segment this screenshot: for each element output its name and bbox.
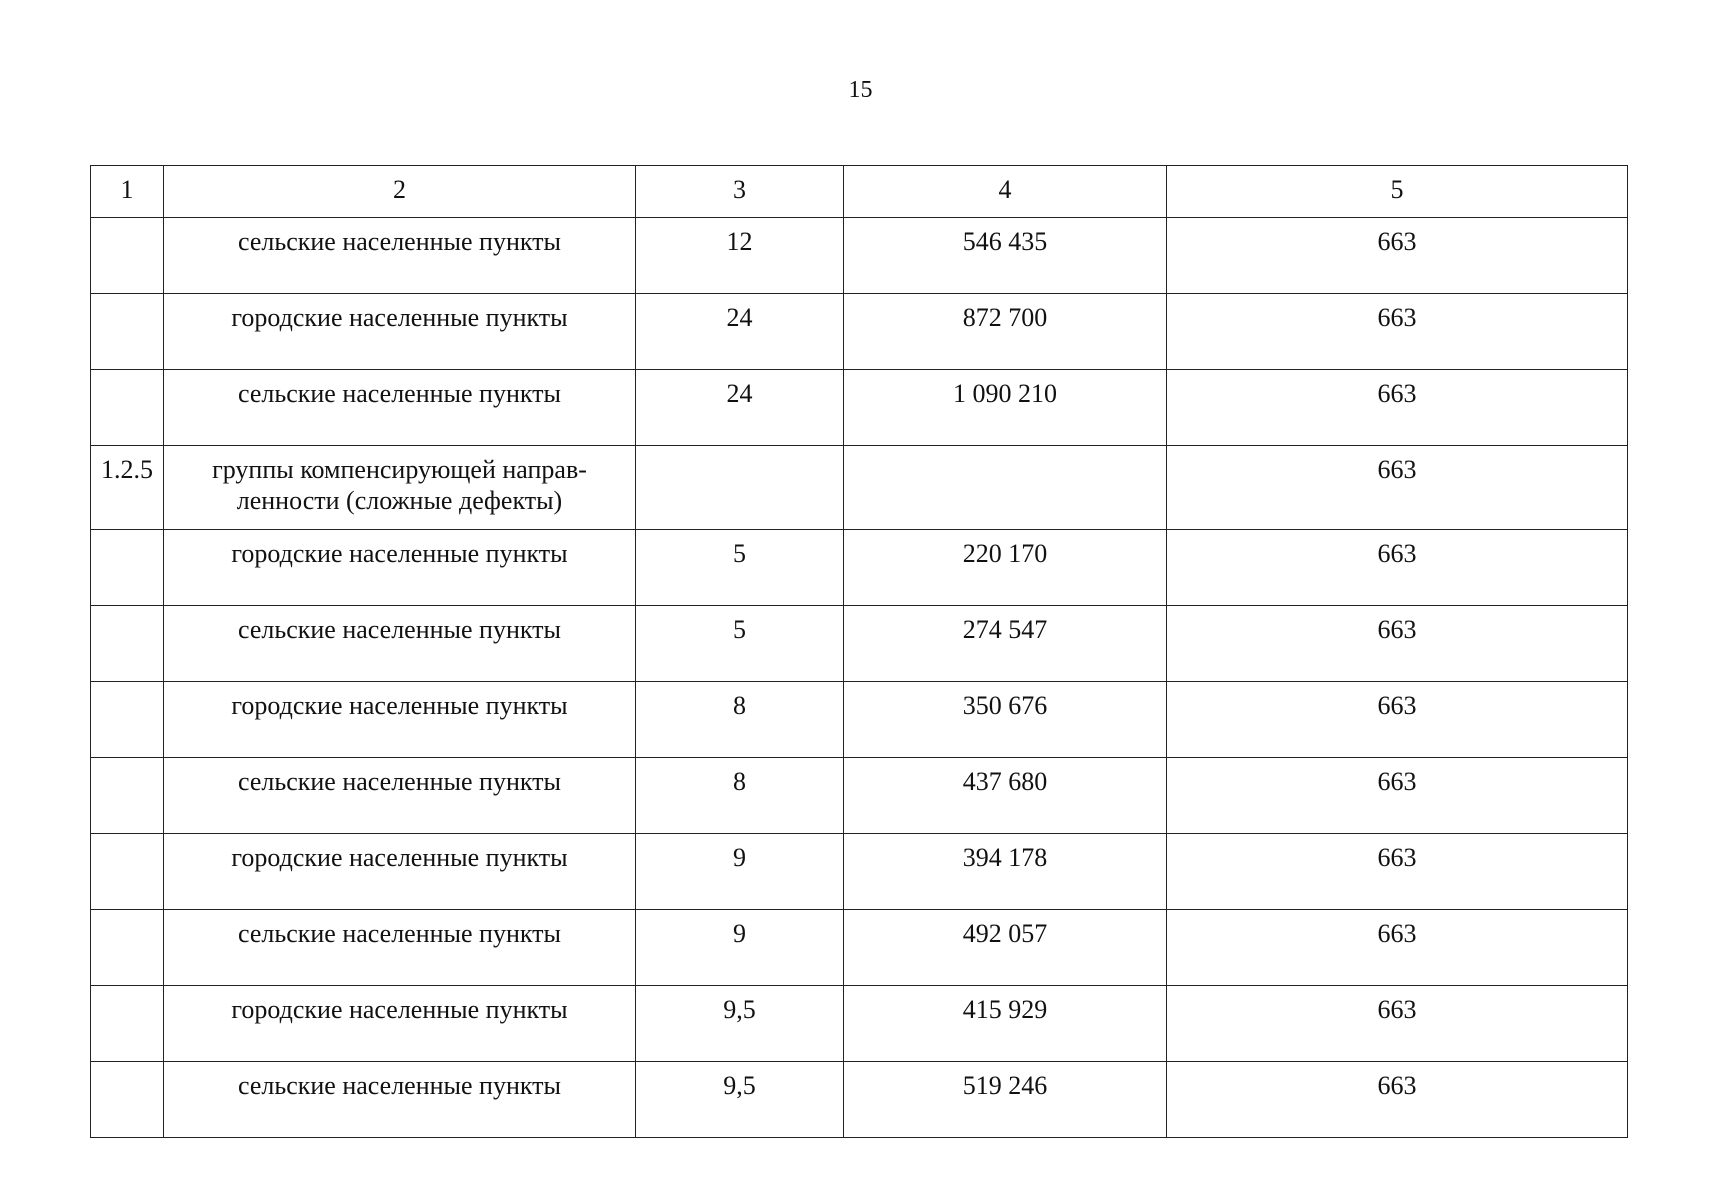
row-number-cell (91, 530, 164, 606)
row-name-cell: сельские населенные пункты (164, 910, 636, 986)
row-col3-cell: 9,5 (636, 986, 844, 1062)
row-name-cell: городские населенные пункты (164, 834, 636, 910)
table-row (91, 682, 1628, 758)
table-row (91, 910, 1628, 986)
row-col4-cell: 437 680 (844, 758, 1167, 834)
row-number-cell (91, 606, 164, 682)
row-col5-cell: 663 (1167, 446, 1628, 530)
table-row (91, 530, 1628, 606)
row-col5-cell: 663 (1167, 986, 1628, 1062)
row-col4-cell: 546 435 (844, 218, 1167, 294)
row-col3-cell (636, 446, 844, 530)
table-row (91, 294, 1628, 370)
row-col5-cell: 663 (1167, 606, 1628, 682)
row-col4-cell: 872 700 (844, 294, 1167, 370)
row-number-cell (91, 910, 164, 986)
row-col3-cell: 12 (636, 218, 844, 294)
row-col4-cell: 519 246 (844, 1062, 1167, 1138)
row-name-cell: сельские населенные пункты (164, 606, 636, 682)
table-row (91, 1062, 1628, 1138)
row-number-cell (91, 758, 164, 834)
row-name-cell: сельские населенные пункты (164, 758, 636, 834)
row-name-cell: сельские населенные пункты (164, 1062, 636, 1138)
row-col5-cell: 663 (1167, 834, 1628, 910)
row-col4-cell: 394 178 (844, 834, 1167, 910)
column-header-4: 4 (844, 166, 1167, 218)
page-number: 15 (848, 77, 873, 103)
row-number-cell (91, 294, 164, 370)
row-col3-cell: 24 (636, 294, 844, 370)
table-row (91, 218, 1628, 294)
row-col3-cell: 9 (636, 834, 844, 910)
table-row-section (91, 446, 1628, 530)
row-name-cell: сельские населенные пункты (164, 370, 636, 446)
row-col4-cell: 1 090 210 (844, 370, 1167, 446)
row-number-cell (91, 834, 164, 910)
row-number-cell (91, 682, 164, 758)
row-col4-cell (844, 446, 1167, 530)
row-col5-cell: 663 (1167, 758, 1628, 834)
row-col3-cell: 9 (636, 910, 844, 986)
table-row (91, 834, 1628, 910)
row-col4-cell: 350 676 (844, 682, 1167, 758)
column-header-3: 3 (636, 166, 844, 218)
table-row (91, 606, 1628, 682)
data-table (90, 165, 1628, 1138)
row-col3-cell: 5 (636, 530, 844, 606)
row-name-cell: городские населенные пункты (164, 294, 636, 370)
row-col5-cell: 663 (1167, 530, 1628, 606)
row-col4-cell: 492 057 (844, 910, 1167, 986)
row-number-cell (91, 1062, 164, 1138)
table-header (91, 166, 1628, 218)
row-col4-cell: 220 170 (844, 530, 1167, 606)
row-name-cell: сельские населенные пункты (164, 218, 636, 294)
row-name-cell: группы компенсирующей направ-ленности (сложные дефекты) (164, 446, 636, 530)
row-col4-cell: 274 547 (844, 606, 1167, 682)
row-number-cell: 1.2.5 (91, 446, 164, 530)
column-header-5: 5 (1167, 166, 1628, 218)
row-number-cell (91, 218, 164, 294)
table-row (91, 986, 1628, 1062)
row-col5-cell: 663 (1167, 910, 1628, 986)
row-col3-cell: 8 (636, 682, 844, 758)
row-col5-cell: 663 (1167, 1062, 1628, 1138)
row-col4-cell: 415 929 (844, 986, 1167, 1062)
column-header-2: 2 (164, 166, 636, 218)
row-col5-cell: 663 (1167, 682, 1628, 758)
row-col5-cell: 663 (1167, 294, 1628, 370)
row-col3-cell: 5 (636, 606, 844, 682)
row-name-cell: городские населенные пункты (164, 682, 636, 758)
table-row (91, 370, 1628, 446)
row-number-cell (91, 986, 164, 1062)
table-body (91, 218, 1628, 1138)
row-number-cell (91, 370, 164, 446)
row-col3-cell: 24 (636, 370, 844, 446)
header-row (91, 166, 1628, 218)
row-col5-cell: 663 (1167, 370, 1628, 446)
row-col3-cell: 8 (636, 758, 844, 834)
row-name-cell: городские населенные пункты (164, 986, 636, 1062)
row-col5-cell: 663 (1167, 218, 1628, 294)
row-col3-cell: 9,5 (636, 1062, 844, 1138)
row-name-cell: городские населенные пункты (164, 530, 636, 606)
column-header-1: 1 (91, 166, 164, 218)
table-row (91, 758, 1628, 834)
